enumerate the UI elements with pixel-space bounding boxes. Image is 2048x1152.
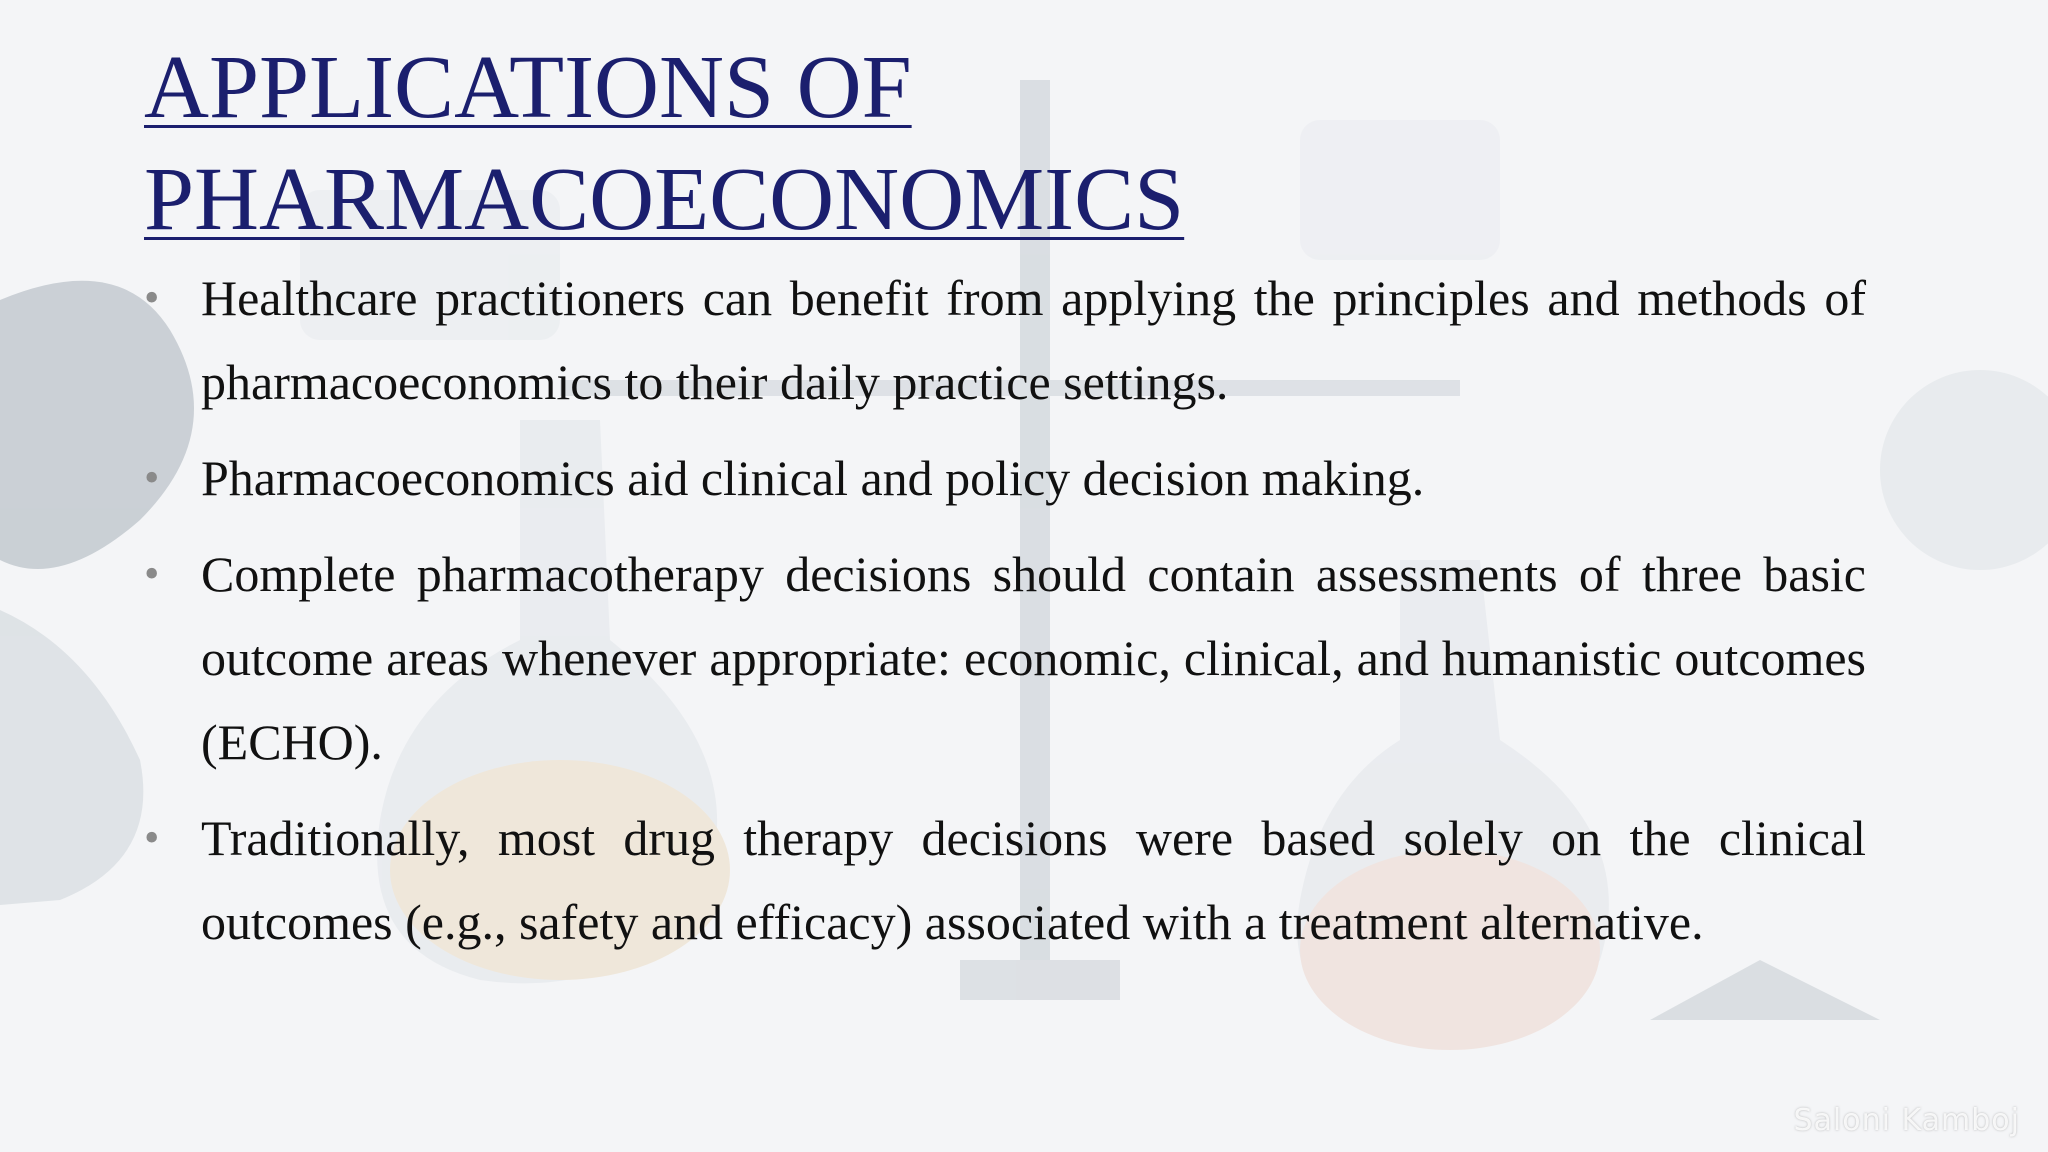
bullet-item	[144, 796, 1866, 964]
title-line-1: APPLICATIONS OF	[144, 38, 912, 137]
slide-title	[144, 32, 1844, 256]
bullet-text: Traditionally, most drug therapy decisions were based solely on the clinical outcomes (e.g., safety and efficacy) associated with a treatment alternative.	[201, 810, 1866, 950]
bullet-item	[144, 256, 1866, 424]
title-line-2: PHARMACOECONOMICS	[144, 150, 1185, 249]
watermark: Saloni Kamboj	[1793, 1103, 2020, 1138]
bullet-marker: •	[144, 813, 160, 862]
bullet-marker: •	[144, 453, 160, 502]
bullet-marker: •	[144, 549, 160, 598]
bullet-list	[144, 256, 1866, 976]
bullet-item	[144, 436, 1866, 520]
bullet-text: Healthcare practitioners can benefit from applying the principles and methods of pharmacoeconomics to their daily practice settings.	[201, 270, 1866, 410]
bullet-item	[144, 532, 1866, 784]
bullet-text: Complete pharmacotherapy decisions should contain assessments of three basic outcome areas whenever appropriate: economic, clinical, and humanistic outcomes (ECHO).	[201, 546, 1866, 770]
bullet-text: Pharmacoeconomics aid clinical and policy decision making.	[201, 450, 1425, 506]
bullet-marker: •	[144, 273, 160, 322]
